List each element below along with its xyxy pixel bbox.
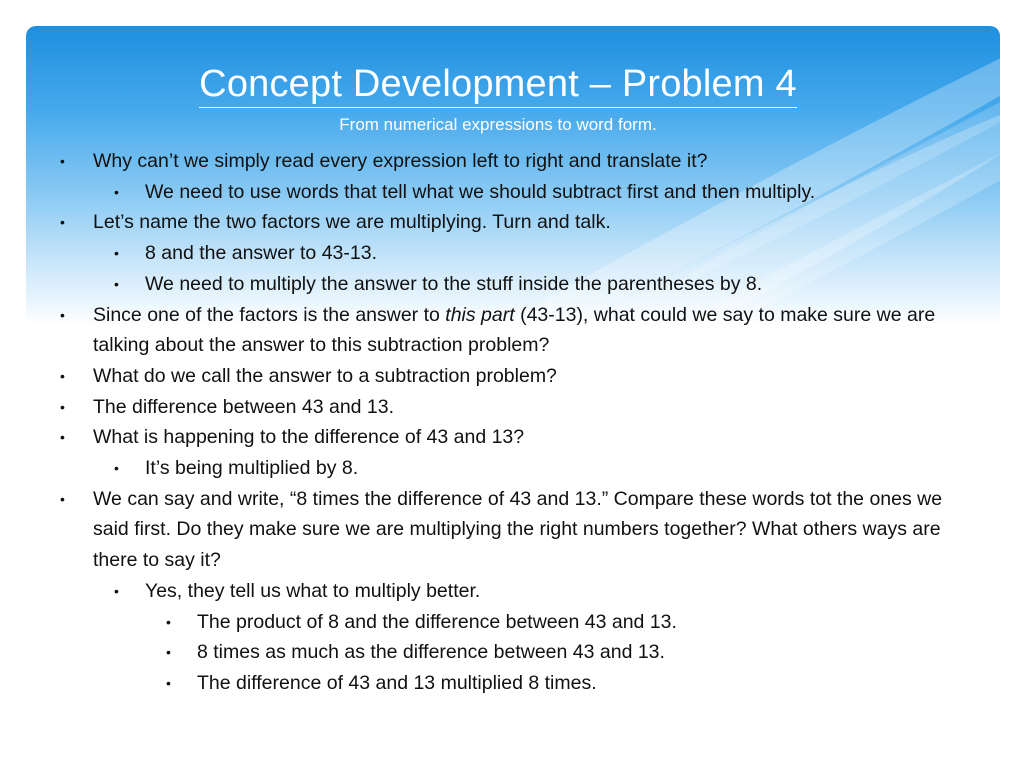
slide-subtitle: From numerical expressions to word form. [339,115,657,134]
bullet-item [60,361,970,392]
bullet-text: 8 and the answer to 43-13. [145,242,377,265]
bullet-text: Yes, they tell us what to multiply better. [145,579,481,602]
bullet-text-start: Since one of the factors is the answer to [93,303,446,326]
bullet-icon: • [60,398,65,415]
bullet-item [60,300,970,361]
bullet-item [60,238,970,269]
bullet-text-end: (43-13), what could we say to make sure we are talking about the answer to this subtraction problem? [93,303,936,357]
bullet-text: We need to multiply the answer to the stuff inside the parentheses by 8. [145,272,763,295]
bullet-icon: • [166,674,171,691]
bullet-icon: • [114,245,119,262]
bullet-icon: • [114,183,119,200]
bullet-text: The difference between 43 and 13. [93,395,395,418]
bullet-item [60,422,970,453]
bullet-icon: • [60,306,65,323]
bullet-icon: • [114,460,119,477]
bullet-icon: • [114,582,119,599]
bullet-text: 8 times as much as the difference between 43 and 13. [197,641,665,664]
bullet-text: We need to use words that tell what we should subtract first and then multiply. [145,180,816,203]
bullet-text: Why can’t we simply read every expression left to right and translate it? [93,150,708,172]
bullet-text: What do we call the answer to a subtraction problem? [93,364,557,387]
bullet-item [60,484,970,576]
bullet-icon: • [166,613,171,630]
bullet-icon: • [114,275,119,292]
bullet-icon: • [60,490,65,507]
bullet-item [60,269,970,300]
bullet-item [60,453,970,484]
bullet-list [60,146,970,699]
bullet-item [60,177,970,208]
bullet-item [60,576,970,607]
bullet-icon: • [60,429,65,446]
bullet-text: Let’s name the two factors we are multiplying. Turn and talk. [93,211,611,234]
bullet-icon: • [60,153,65,169]
bullet-item [60,607,970,638]
slide-title-text: Concept Development – Problem 4 [199,63,797,108]
bullet-text: It’s being multiplied by 8. [145,457,359,480]
bullet-item [60,207,970,238]
bullet-text: We can say and write, “8 times the difference of 43 and 13.” Compare these words tot the ones we said first. Do they make sure we are multiplying the right numbers together? What others ways are there to say it? [93,487,943,572]
bullet-text-italic: this part [445,303,515,326]
bullet-text: The product of 8 and the difference between 43 and 13. [197,610,677,633]
bullet-item [60,668,970,699]
bullet-item [60,146,970,177]
bullet-text: The difference of 43 and 13 multiplied 8 times. [197,671,597,694]
bullet-icon: • [166,644,171,661]
bullet-text: What is happening to the difference of 43 and 13? [93,426,525,449]
slide-title [26,60,970,108]
bullet-item [60,637,970,668]
bullet-icon: • [60,367,65,384]
bullet-item [60,392,970,423]
bullet-icon: • [60,214,65,231]
